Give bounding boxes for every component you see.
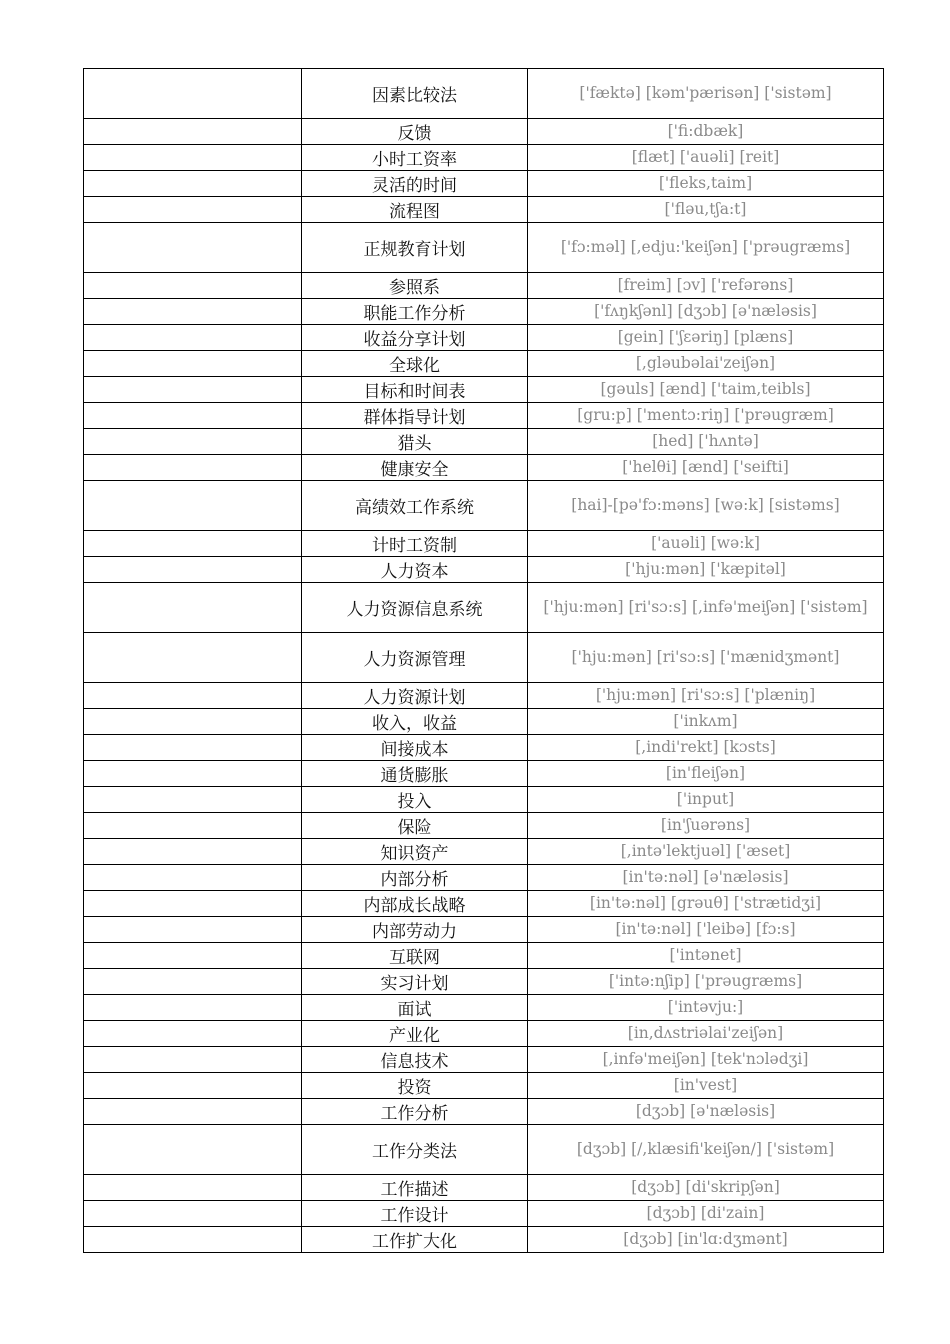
table-row [84, 197, 884, 223]
chinese-term-cell: 工作分类法 [302, 1125, 528, 1175]
english-term-cell [84, 683, 302, 709]
table-row [84, 917, 884, 943]
phonetic-cell: ['inkʌm] [528, 709, 884, 735]
table-row [84, 1099, 884, 1125]
table-row [84, 583, 884, 633]
chinese-term-cell: 反馈 [302, 119, 528, 145]
chinese-term-cell: 正规教育计划 [302, 223, 528, 273]
chinese-term-cell: 工作设计 [302, 1201, 528, 1227]
table-row [84, 995, 884, 1021]
phonetic-cell: ['intə:nʃip] ['prəugræms] [528, 969, 884, 995]
english-term-cell [84, 197, 302, 223]
english-term-cell [84, 943, 302, 969]
english-term-cell [84, 995, 302, 1021]
table-row [84, 633, 884, 683]
english-term-cell [84, 787, 302, 813]
table-row [84, 839, 884, 865]
chinese-term-cell: 灵活的时间 [302, 171, 528, 197]
chinese-term-cell: 流程图 [302, 197, 528, 223]
phonetic-cell: [dʒɔb] [di'skripʃən] [528, 1175, 884, 1201]
table-row [84, 557, 884, 583]
phonetic-cell: [in'tə:nəl] [grəuθ] ['strætidʒi] [528, 891, 884, 917]
phonetic-cell: ['input] [528, 787, 884, 813]
phonetic-cell: ['fɔ:məl] [,edju:'keiʃən] ['prəugræms] [528, 223, 884, 273]
table-row [84, 943, 884, 969]
phonetic-cell: [in'ʃuərəns] [528, 813, 884, 839]
table-row [84, 119, 884, 145]
chinese-term-cell: 间接成本 [302, 735, 528, 761]
chinese-term-cell: 互联网 [302, 943, 528, 969]
english-term-cell [84, 119, 302, 145]
phonetic-cell: ['hju:mən] ['kæpitəl] [528, 557, 884, 583]
english-term-cell [84, 377, 302, 403]
english-term-cell [84, 969, 302, 995]
chinese-term-cell: 参照系 [302, 273, 528, 299]
english-term-cell [84, 171, 302, 197]
table-row [84, 735, 884, 761]
chinese-term-cell: 群体指导计划 [302, 403, 528, 429]
phonetic-cell: ['intənet] [528, 943, 884, 969]
table-row [84, 403, 884, 429]
vocabulary-table-body [84, 69, 884, 1253]
chinese-term-cell: 职能工作分析 [302, 299, 528, 325]
english-term-cell [84, 455, 302, 481]
table-row [84, 69, 884, 119]
phonetic-cell: ['fʌŋkʃənl] [dʒɔb] [ə'næləsis] [528, 299, 884, 325]
table-row [84, 325, 884, 351]
english-term-cell [84, 403, 302, 429]
chinese-term-cell: 产业化 [302, 1021, 528, 1047]
phonetic-cell: ['fæktə] [kəm'pærisən] ['sistəm] [528, 69, 884, 119]
table-row [84, 1175, 884, 1201]
phonetic-cell: [dʒɔb] [in'lɑ:dʒmənt] [528, 1227, 884, 1253]
phonetic-cell: [gein] ['ʃɛəriŋ] [plæns] [528, 325, 884, 351]
chinese-term-cell: 内部劳动力 [302, 917, 528, 943]
phonetic-cell: [in'tə:nəl] ['leibə] [fɔ:s] [528, 917, 884, 943]
table-row [84, 145, 884, 171]
phonetic-cell: [dʒɔb] [/,klæsifi'keiʃən/] ['sistəm] [528, 1125, 884, 1175]
table-row [84, 377, 884, 403]
english-term-cell [84, 709, 302, 735]
english-term-cell [84, 813, 302, 839]
table-row [84, 531, 884, 557]
chinese-term-cell: 健康安全 [302, 455, 528, 481]
english-term-cell [84, 865, 302, 891]
english-term-cell [84, 1047, 302, 1073]
chinese-term-cell: 工作扩大化 [302, 1227, 528, 1253]
phonetic-cell: [gəuls] [ænd] ['taim,teibls] [528, 377, 884, 403]
chinese-term-cell: 计时工资制 [302, 531, 528, 557]
english-term-cell [84, 1227, 302, 1253]
phonetic-cell: [gru:p] ['mentɔ:riŋ] ['prəugræm] [528, 403, 884, 429]
phonetic-cell: [in'vest] [528, 1073, 884, 1099]
chinese-term-cell: 实习计划 [302, 969, 528, 995]
phonetic-cell: ['helθi] [ænd] ['seifti] [528, 455, 884, 481]
english-term-cell [84, 761, 302, 787]
english-term-cell [84, 145, 302, 171]
english-term-cell [84, 299, 302, 325]
phonetic-cell: [freim] [ɔv] ['refərəns] [528, 273, 884, 299]
phonetic-cell: [dʒɔb] [ə'næləsis] [528, 1099, 884, 1125]
english-term-cell [84, 1099, 302, 1125]
table-row [84, 1227, 884, 1253]
chinese-term-cell: 人力资源管理 [302, 633, 528, 683]
english-term-cell [84, 429, 302, 455]
phonetic-cell: ['fleks,taim] [528, 171, 884, 197]
chinese-term-cell: 投资 [302, 1073, 528, 1099]
english-term-cell [84, 735, 302, 761]
english-term-cell [84, 917, 302, 943]
phonetic-cell: ['auəli] [wə:k] [528, 531, 884, 557]
english-term-cell [84, 583, 302, 633]
english-term-cell [84, 273, 302, 299]
chinese-term-cell: 内部分析 [302, 865, 528, 891]
english-term-cell [84, 1125, 302, 1175]
chinese-term-cell: 内部成长战略 [302, 891, 528, 917]
chinese-term-cell: 人力资源计划 [302, 683, 528, 709]
phonetic-cell: ['hju:mən] [ri'sɔ:s] ['plæniŋ] [528, 683, 884, 709]
english-term-cell [84, 1073, 302, 1099]
phonetic-cell: [,indi'rekt] [kɔsts] [528, 735, 884, 761]
english-term-cell [84, 633, 302, 683]
table-row [84, 455, 884, 481]
table-row [84, 865, 884, 891]
table-row [84, 351, 884, 377]
table-row [84, 683, 884, 709]
english-term-cell [84, 351, 302, 377]
table-row [84, 891, 884, 917]
english-term-cell [84, 839, 302, 865]
english-term-cell [84, 1175, 302, 1201]
chinese-term-cell: 保险 [302, 813, 528, 839]
english-term-cell [84, 69, 302, 119]
chinese-term-cell: 猎头 [302, 429, 528, 455]
chinese-term-cell: 人力资源信息系统 [302, 583, 528, 633]
table-row [84, 1047, 884, 1073]
chinese-term-cell: 投入 [302, 787, 528, 813]
phonetic-cell: [in'fleiʃən] [528, 761, 884, 787]
table-row [84, 1073, 884, 1099]
table-row [84, 429, 884, 455]
phonetic-cell: ['fi:dbæk] [528, 119, 884, 145]
phonetic-cell: [,gləubəlai'zeiʃən] [528, 351, 884, 377]
chinese-term-cell: 知识资产 [302, 839, 528, 865]
chinese-term-cell: 信息技术 [302, 1047, 528, 1073]
table-row [84, 273, 884, 299]
phonetic-cell: [in'tə:nəl] [ə'næləsis] [528, 865, 884, 891]
table-row [84, 787, 884, 813]
table-row [84, 481, 884, 531]
phonetic-cell: [hai]-[pə'fɔ:məns] [wə:k] [sistəms] [528, 481, 884, 531]
chinese-term-cell: 因素比较法 [302, 69, 528, 119]
chinese-term-cell: 人力资本 [302, 557, 528, 583]
chinese-term-cell: 面试 [302, 995, 528, 1021]
phonetic-cell: ['hju:mən] [ri'sɔ:s] ['mænidʒmənt] [528, 633, 884, 683]
phonetic-cell: [,intə'lektjuəl] ['æset] [528, 839, 884, 865]
table-row [84, 1021, 884, 1047]
chinese-term-cell: 工作描述 [302, 1175, 528, 1201]
table-row [84, 709, 884, 735]
phonetic-cell: ['fləu,tʃa:t] [528, 197, 884, 223]
chinese-term-cell: 工作分析 [302, 1099, 528, 1125]
english-term-cell [84, 1021, 302, 1047]
table-row [84, 171, 884, 197]
phonetic-cell: ['intəvju:] [528, 995, 884, 1021]
table-row [84, 299, 884, 325]
phonetic-cell: [hed] ['hʌntə] [528, 429, 884, 455]
phonetic-cell: [flæt] ['auəli] [reit] [528, 145, 884, 171]
chinese-term-cell: 小时工资率 [302, 145, 528, 171]
english-term-cell [84, 891, 302, 917]
table-row [84, 969, 884, 995]
english-term-cell [84, 557, 302, 583]
chinese-term-cell: 目标和时间表 [302, 377, 528, 403]
phonetic-cell: [in,dʌstriəlai'zeiʃən] [528, 1021, 884, 1047]
phonetic-cell: ['hju:mən] [ri'sɔ:s] [,infə'meiʃən] ['sistəm] [528, 583, 884, 633]
phonetic-cell: [dʒɔb] [di'zain] [528, 1201, 884, 1227]
table-row [84, 813, 884, 839]
table-row [84, 223, 884, 273]
table-row [84, 761, 884, 787]
english-term-cell [84, 531, 302, 557]
english-term-cell [84, 1201, 302, 1227]
chinese-term-cell: 高绩效工作系统 [302, 481, 528, 531]
english-term-cell [84, 223, 302, 273]
chinese-term-cell: 通货膨胀 [302, 761, 528, 787]
chinese-term-cell: 全球化 [302, 351, 528, 377]
phonetic-cell: [,infə'meiʃən] [tek'nɔlədʒi] [528, 1047, 884, 1073]
table-row [84, 1201, 884, 1227]
table-row [84, 1125, 884, 1175]
english-term-cell [84, 481, 302, 531]
chinese-term-cell: 收益分享计划 [302, 325, 528, 351]
english-term-cell [84, 325, 302, 351]
chinese-term-cell: 收入，收益 [302, 709, 528, 735]
vocabulary-table [83, 68, 884, 1253]
